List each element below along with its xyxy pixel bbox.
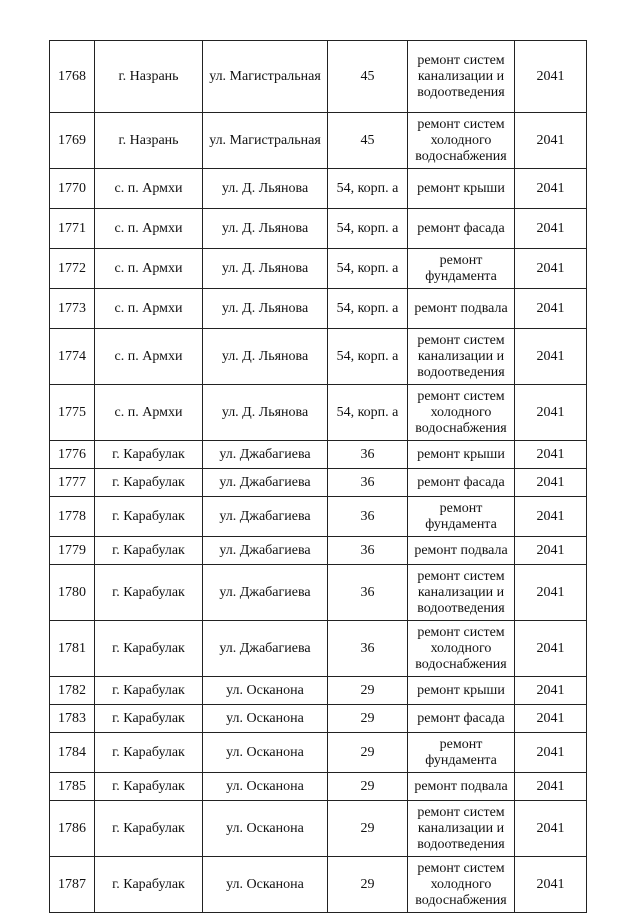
house-cell: 36: [328, 621, 408, 677]
year-cell: 2041: [515, 329, 587, 385]
year-cell: 2041: [515, 621, 587, 677]
house-cell: 29: [328, 705, 408, 733]
year-cell: 2041: [515, 385, 587, 441]
street-cell: ул. Джабагиева: [203, 441, 328, 469]
row-number: 1779: [50, 537, 95, 565]
year-cell: 2041: [515, 41, 587, 113]
settlement-cell: с. п. Армхи: [95, 329, 203, 385]
work-type-cell: ремонт систем холодного водоснабжения: [408, 621, 515, 677]
year-cell: 2041: [515, 497, 587, 537]
street-cell: ул. Осканона: [203, 705, 328, 733]
table-row: [50, 441, 587, 469]
table-row: [50, 705, 587, 733]
year-cell: 2041: [515, 677, 587, 705]
house-cell: 29: [328, 733, 408, 773]
street-cell: ул. Джабагиева: [203, 565, 328, 621]
street-cell: ул. Джабагиева: [203, 537, 328, 565]
table-body: [50, 41, 587, 913]
house-cell: 36: [328, 497, 408, 537]
house-cell: 54, корп. а: [328, 329, 408, 385]
house-cell: 54, корп. а: [328, 289, 408, 329]
row-number: 1787: [50, 857, 95, 913]
year-cell: 2041: [515, 733, 587, 773]
table-row: [50, 385, 587, 441]
house-cell: 36: [328, 565, 408, 621]
settlement-cell: г. Карабулак: [95, 677, 203, 705]
work-type-cell: ремонт подвала: [408, 537, 515, 565]
house-cell: 54, корп. а: [328, 385, 408, 441]
row-number: 1770: [50, 169, 95, 209]
table-row: [50, 497, 587, 537]
row-number: 1778: [50, 497, 95, 537]
repair-schedule-table: [49, 40, 587, 913]
table-row: [50, 209, 587, 249]
street-cell: ул. Д. Льянова: [203, 329, 328, 385]
work-type-cell: ремонт систем канализации и водоотведения: [408, 801, 515, 857]
settlement-cell: г. Карабулак: [95, 773, 203, 801]
work-type-cell: ремонт фундамента: [408, 497, 515, 537]
table-row: [50, 249, 587, 289]
house-cell: 36: [328, 469, 408, 497]
settlement-cell: с. п. Армхи: [95, 249, 203, 289]
row-number: 1780: [50, 565, 95, 621]
settlement-cell: с. п. Армхи: [95, 209, 203, 249]
street-cell: ул. Осканона: [203, 857, 328, 913]
year-cell: 2041: [515, 773, 587, 801]
street-cell: ул. Осканона: [203, 801, 328, 857]
row-number: 1782: [50, 677, 95, 705]
year-cell: 2041: [515, 289, 587, 329]
year-cell: 2041: [515, 565, 587, 621]
row-number: 1786: [50, 801, 95, 857]
house-cell: 36: [328, 441, 408, 469]
work-type-cell: ремонт систем холодного водоснабжения: [408, 113, 515, 169]
settlement-cell: г. Карабулак: [95, 621, 203, 677]
house-cell: 29: [328, 677, 408, 705]
table-row: [50, 537, 587, 565]
settlement-cell: г. Карабулак: [95, 857, 203, 913]
work-type-cell: ремонт систем холодного водоснабжения: [408, 857, 515, 913]
work-type-cell: ремонт крыши: [408, 169, 515, 209]
row-number: 1773: [50, 289, 95, 329]
house-cell: 54, корп. а: [328, 249, 408, 289]
work-type-cell: ремонт систем канализации и водоотведения: [408, 329, 515, 385]
work-type-cell: ремонт систем холодного водоснабжения: [408, 385, 515, 441]
table-row: [50, 565, 587, 621]
house-cell: 54, корп. а: [328, 169, 408, 209]
work-type-cell: ремонт подвала: [408, 773, 515, 801]
row-number: 1781: [50, 621, 95, 677]
year-cell: 2041: [515, 857, 587, 913]
house-cell: 54, корп. а: [328, 209, 408, 249]
table-row: [50, 169, 587, 209]
row-number: 1785: [50, 773, 95, 801]
table-row: [50, 621, 587, 677]
row-number: 1775: [50, 385, 95, 441]
table-row: [50, 329, 587, 385]
row-number: 1777: [50, 469, 95, 497]
row-number: 1769: [50, 113, 95, 169]
row-number: 1771: [50, 209, 95, 249]
street-cell: ул. Джабагиева: [203, 469, 328, 497]
year-cell: 2041: [515, 537, 587, 565]
table-row: [50, 857, 587, 913]
work-type-cell: ремонт подвала: [408, 289, 515, 329]
street-cell: ул. Магистральная: [203, 41, 328, 113]
work-type-cell: ремонт фундамента: [408, 249, 515, 289]
house-cell: 29: [328, 801, 408, 857]
year-cell: 2041: [515, 113, 587, 169]
street-cell: ул. Джабагиева: [203, 621, 328, 677]
table-row: [50, 469, 587, 497]
settlement-cell: с. п. Армхи: [95, 289, 203, 329]
year-cell: 2041: [515, 469, 587, 497]
row-number: 1768: [50, 41, 95, 113]
row-number: 1783: [50, 705, 95, 733]
street-cell: ул. Осканона: [203, 733, 328, 773]
settlement-cell: г. Карабулак: [95, 705, 203, 733]
settlement-cell: г. Назрань: [95, 113, 203, 169]
table-row: [50, 677, 587, 705]
table-row: [50, 733, 587, 773]
table-row: [50, 41, 587, 113]
work-type-cell: ремонт фасада: [408, 705, 515, 733]
street-cell: ул. Д. Льянова: [203, 209, 328, 249]
table-row: [50, 801, 587, 857]
year-cell: 2041: [515, 249, 587, 289]
work-type-cell: ремонт систем канализации и водоотведения: [408, 41, 515, 113]
work-type-cell: ремонт фасада: [408, 469, 515, 497]
work-type-cell: ремонт фундамента: [408, 733, 515, 773]
work-type-cell: ремонт фасада: [408, 209, 515, 249]
house-cell: 45: [328, 113, 408, 169]
settlement-cell: г. Карабулак: [95, 733, 203, 773]
work-type-cell: ремонт систем канализации и водоотведения: [408, 565, 515, 621]
settlement-cell: г. Карабулак: [95, 497, 203, 537]
street-cell: ул. Д. Льянова: [203, 385, 328, 441]
year-cell: 2041: [515, 209, 587, 249]
house-cell: 29: [328, 773, 408, 801]
street-cell: ул. Д. Льянова: [203, 169, 328, 209]
street-cell: ул. Д. Льянова: [203, 289, 328, 329]
street-cell: ул. Осканона: [203, 677, 328, 705]
year-cell: 2041: [515, 169, 587, 209]
settlement-cell: г. Карабулак: [95, 469, 203, 497]
row-number: 1776: [50, 441, 95, 469]
settlement-cell: г. Карабулак: [95, 441, 203, 469]
table-row: [50, 773, 587, 801]
settlement-cell: г. Карабулак: [95, 565, 203, 621]
settlement-cell: г. Карабулак: [95, 801, 203, 857]
table-row: [50, 289, 587, 329]
settlement-cell: с. п. Армхи: [95, 385, 203, 441]
street-cell: ул. Джабагиева: [203, 497, 328, 537]
street-cell: ул. Д. Льянова: [203, 249, 328, 289]
settlement-cell: с. п. Армхи: [95, 169, 203, 209]
year-cell: 2041: [515, 441, 587, 469]
row-number: 1772: [50, 249, 95, 289]
work-type-cell: ремонт крыши: [408, 677, 515, 705]
house-cell: 36: [328, 537, 408, 565]
row-number: 1774: [50, 329, 95, 385]
settlement-cell: г. Карабулак: [95, 537, 203, 565]
settlement-cell: г. Назрань: [95, 41, 203, 113]
year-cell: 2041: [515, 801, 587, 857]
street-cell: ул. Осканона: [203, 773, 328, 801]
house-cell: 29: [328, 857, 408, 913]
street-cell: ул. Магистральная: [203, 113, 328, 169]
table-row: [50, 113, 587, 169]
year-cell: 2041: [515, 705, 587, 733]
row-number: 1784: [50, 733, 95, 773]
work-type-cell: ремонт крыши: [408, 441, 515, 469]
house-cell: 45: [328, 41, 408, 113]
